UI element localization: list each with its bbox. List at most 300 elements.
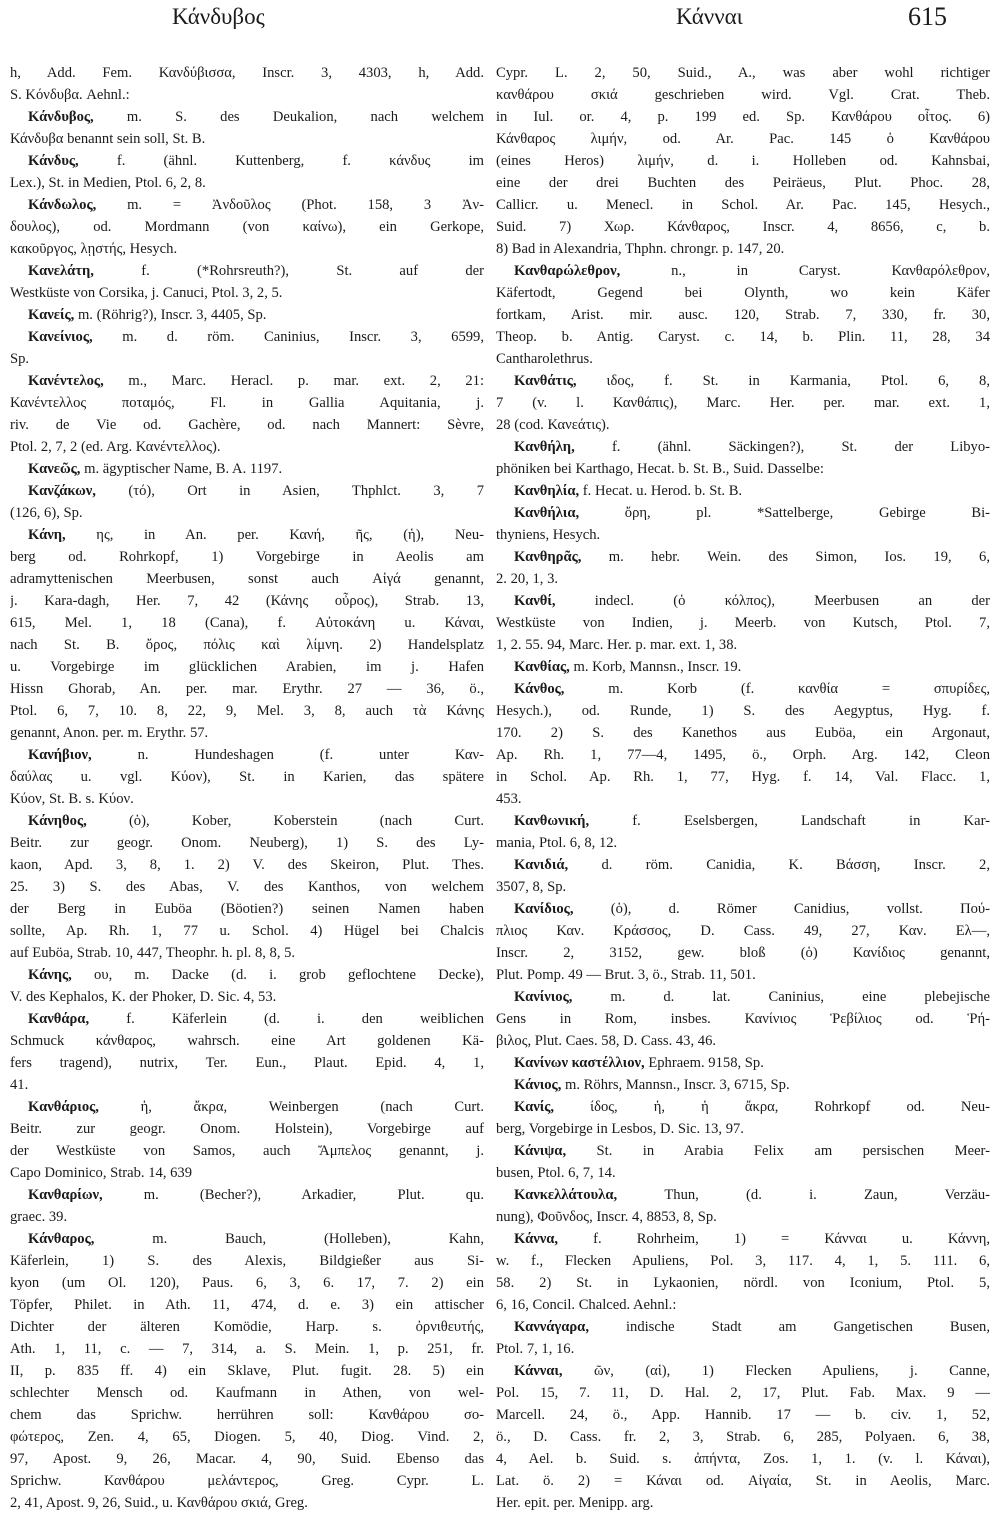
entry-text: ίδος, ἡ, ἡ ἄκρα, Rohrkopf od. Neu- <box>554 1099 990 1115</box>
right-column <box>496 62 990 1514</box>
entry-text: (ὁ), d. Römer Canidius, vollst. Πού- <box>573 901 990 917</box>
text-line <box>10 568 484 590</box>
text-line <box>10 700 484 722</box>
entry-text: Ephraem. 9158, Sp. <box>644 1055 764 1071</box>
entry-start-line <box>496 546 990 568</box>
entry-start-line <box>10 458 484 480</box>
text-line <box>496 634 990 656</box>
entry-text: m. Korb, Mannsn., Inscr. 19. <box>569 659 742 675</box>
text-line <box>496 1448 990 1470</box>
entry-text: kaon, Apd. 3, 8, 1. 2) V. des Skeiron, Plut. Thes. <box>10 857 484 873</box>
entry-text: Sprichw. Κανθάρου μελάντερος, Greg. Cypr. L. <box>10 1473 484 1489</box>
entry-text: f. Rohrheim, 1) = Κάνναι u. Κάννη, <box>558 1231 990 1247</box>
text-line <box>496 1294 990 1316</box>
entry-text: schlechter Mensch od. Kaufmann in Athen, von wel- <box>10 1385 484 1401</box>
text-line <box>496 832 990 854</box>
entry-text: m. (Röhrig?), Inscr. 3, 4405, Sp. <box>74 307 267 323</box>
left-column <box>10 62 484 1514</box>
entry-text: m. hebr. Wein. des Simon, Ios. 19, 6, <box>581 549 990 565</box>
headword: Κανθαρώλεθρον, <box>514 263 621 279</box>
running-head-left: Κάνδυβος <box>172 4 265 29</box>
headword: Κανθηρᾶς, <box>514 549 582 565</box>
headword: Κανείς, <box>28 307 75 323</box>
text-line <box>10 766 484 788</box>
text-line <box>10 216 484 238</box>
entry-text: f. Hecat. u. Herod. b. St. B. <box>579 483 743 499</box>
text-line <box>496 150 990 172</box>
entry-text: 453. <box>496 791 522 807</box>
text-line <box>10 1338 484 1360</box>
entry-text: Ptol. 7, 1, 16. <box>496 1341 575 1357</box>
entry-text: Hesych.), od. Runde, 1) S. des Aegyptus, Hyg. f. <box>496 703 990 719</box>
headword: Κάννα, <box>514 1231 559 1247</box>
entry-text: Sp. <box>10 351 30 367</box>
headword: Κανθαρίων, <box>28 1187 103 1203</box>
text-line <box>10 1030 484 1052</box>
entry-start-line <box>496 1074 990 1096</box>
text-line <box>10 1250 484 1272</box>
text-line <box>496 1338 990 1360</box>
entry-start-line <box>496 986 990 1008</box>
text-line <box>496 62 990 84</box>
text-line <box>496 1272 990 1294</box>
entry-start-line <box>496 1228 990 1250</box>
entry-text: f. Eselsbergen, Landschaft in Kar- <box>589 813 990 829</box>
entry-start-line <box>496 502 990 524</box>
headword: Κάνδυς, <box>28 153 79 169</box>
text-line <box>496 744 990 766</box>
entry-text: m. = Ἀνδοῦλος (Phot. 158, 3 Ἀν- <box>96 197 484 213</box>
text-line <box>10 634 484 656</box>
entry-text: m. Bauch, (Holleben), Kahn, <box>94 1231 484 1247</box>
text-line <box>10 1162 484 1184</box>
headword: Κάνδωλος, <box>28 197 97 213</box>
entry-text: fers tragend), nutrix, Ter. Eun., Plaut. Epid. 4, 1, <box>10 1055 484 1071</box>
entry-text: Westküste von Corsika, j. Canuci, Ptol. 3, 2, 5. <box>10 285 283 301</box>
entry-text: 1, 2. 55. 94, Marc. Her. p. mar. ext. 1, 38. <box>496 637 738 653</box>
text-line <box>496 304 990 326</box>
entry-start-line <box>10 964 484 986</box>
entry-text: m. d. röm. Caninius, Inscr. 3, 6599, <box>92 329 484 345</box>
headword: Κάνιος, <box>514 1077 562 1093</box>
headword: Κανθάριος, <box>28 1099 99 1115</box>
entry-text: 97, Apost. 9, 26, Macar. 4, 90, Suid. Ebenso das <box>10 1451 484 1467</box>
entry-text: δουλος), od. Mordmann (von καίνω), ein Gerkope, <box>10 219 484 235</box>
entry-text: Beitr. zur geogr. Onom. Holstein), Vorgebirge auf <box>10 1121 484 1137</box>
entry-text: Inscr. 2, 3152, gew. bloß (ὁ) Κανίδιος genannt, <box>496 945 990 961</box>
entry-text: Capo Dominico, Strab. 14, 639 <box>10 1165 193 1181</box>
entry-text: Töpfer, Philet. in Ath. 11, 474, d. e. 3) ein attischer <box>10 1297 484 1313</box>
text-line <box>496 216 990 238</box>
entry-text: m. d. lat. Caninius, eine plebejische <box>572 989 990 1005</box>
entry-text: m. ägyptischer Name, B. A. 1197. <box>80 461 283 477</box>
headword: Κανθωνική, <box>514 813 590 829</box>
entry-text: 170. 2) S. des Kanethos aus Euböa, ein Argonaut, <box>496 725 990 741</box>
entry-start-line <box>496 1096 990 1118</box>
text-line <box>496 128 990 150</box>
text-line <box>496 964 990 986</box>
entry-text: in Schol. Ap. Rh. 1, 77, Hyg. f. 14, Val. Flacc. 1, <box>496 769 990 785</box>
text-line <box>496 788 990 810</box>
entry-text: kyon (um Ol. 120), Paus. 6, 3, 6. 17, 7. 2) ein <box>10 1275 484 1291</box>
text-line <box>496 612 990 634</box>
text-line <box>496 722 990 744</box>
entry-text: δαύλας u. vgl. Κύον), St. in Karien, das spätere <box>10 769 484 785</box>
entry-text: f. Käferlein (d. i. den weiblichen <box>89 1011 484 1027</box>
entry-start-line <box>10 744 484 766</box>
text-line <box>10 942 484 964</box>
text-line <box>496 326 990 348</box>
text-line <box>10 1448 484 1470</box>
entry-text: in Iul. or. 4, p. 199 ed. Sp. Κανθάρου οἶτος. 6) <box>496 109 990 125</box>
entry-start-line <box>496 854 990 876</box>
text-line <box>496 1118 990 1140</box>
text-line <box>10 1360 484 1382</box>
entry-text: Κύον, St. B. s. Κύον. <box>10 791 134 807</box>
text-line <box>10 1052 484 1074</box>
entry-text: sollte, Ap. Rh. 1, 77 u. Schol. 4) Hügel bei Chalcis <box>10 923 484 939</box>
text-line <box>496 106 990 128</box>
entry-text: d. röm. Canidia, K. Βάσση, Inscr. 2, <box>568 857 990 873</box>
entry-start-line <box>10 370 484 392</box>
text-line <box>10 612 484 634</box>
text-line <box>10 1426 484 1448</box>
headword: Κανεῶς, <box>28 461 81 477</box>
entry-text: m. Korb (f. κανθία = σπυρίδες, <box>564 681 990 697</box>
entry-text: Cypr. L. 2, 50, Suid., A., was aber wohl richtiger <box>496 65 990 81</box>
entry-text: riv. de Vie od. Gachère, od. nach Mannert: Sèvre, <box>10 417 484 433</box>
text-line <box>10 854 484 876</box>
entry-text: St. in Arabia Felix am persischen Meer- <box>566 1143 990 1159</box>
entry-text: Theop. b. Antig. Caryst. c. 14, b. Plin. 11, 28, 34 <box>496 329 990 345</box>
entry-text: ου, m. Dacke (d. i. grob geflochtene Decke), <box>71 967 484 983</box>
text-line <box>496 1206 990 1228</box>
entry-text: m. S. des Deukalion, nach welchem <box>93 109 484 125</box>
entry-text: II, p. 835 ff. 4) ein Sklave, Plut. fugit. 28. 5) ein <box>10 1363 484 1379</box>
headword: Κάνης, <box>28 967 72 983</box>
headword: Κανίδιος, <box>514 901 574 917</box>
text-line <box>10 898 484 920</box>
text-line <box>496 942 990 964</box>
entry-text: Lex.), St. in Medien, Ptol. 6, 2, 8. <box>10 175 206 191</box>
text-line <box>496 194 990 216</box>
headword: Κάνναι, <box>514 1363 563 1379</box>
headword: Κάνηθος, <box>28 813 87 829</box>
headword: Κανιδιά, <box>514 857 569 873</box>
entry-text: h, Add. Fem. Κανδύβισσα, Inscr. 3, 4303, h, Add. <box>10 65 484 81</box>
text-line <box>496 920 990 942</box>
text-line <box>496 1250 990 1272</box>
text-line <box>496 1008 990 1030</box>
text-line <box>496 568 990 590</box>
entry-text: n. Hundeshagen (f. unter Καν- <box>91 747 484 763</box>
text-line <box>496 282 990 304</box>
entry-text: Κανέντελλος ποταμός, Fl. in Gallia Aquitania, j. <box>10 395 484 411</box>
entry-start-line <box>496 678 990 700</box>
entry-start-line <box>496 1052 990 1074</box>
entry-text: chem das Sprichw. herrühren soll: Κανθάρου σο- <box>10 1407 484 1423</box>
entry-text: m. Röhrs, Mannsn., Inscr. 3, 6715, Sp. <box>561 1077 790 1093</box>
text-line <box>10 84 484 106</box>
entry-text: graec. 39. <box>10 1209 68 1225</box>
text-line <box>496 1162 990 1184</box>
entry-text: eine der drei Buchten des Peiräeus, Plut. Phoc. 28, <box>496 175 990 191</box>
entry-text: 8) Bad in Alexandria, Thphn. chrongr. p. 147, 20. <box>496 241 785 257</box>
entry-text: fortkam, Arist. mir. ausc. 120, Strab. 7, 330, fr. 30, <box>496 307 990 323</box>
headword: Κάνθος, <box>514 681 565 697</box>
text-line <box>10 876 484 898</box>
entry-text: 6, 16, Concil. Chalced. Aehnl.: <box>496 1297 677 1313</box>
headword: Κανείνιος, <box>28 329 93 345</box>
entry-start-line <box>496 260 990 282</box>
entry-text: Ap. Rh. 1, 77—4, 1495, ö., Orph. Arg. 142, Cleon <box>496 747 990 763</box>
entry-text: 58. 2) St. in Lykaonien, nördl. von Iconium, Ptol. 5, <box>496 1275 990 1291</box>
entry-text: Κάνδυβα benannt sein soll, St. B. <box>10 131 206 147</box>
text-line <box>10 1470 484 1492</box>
headword: Κανίς, <box>514 1099 555 1115</box>
text-line <box>10 1294 484 1316</box>
headword: Κανθάτις, <box>514 373 577 389</box>
text-line <box>10 62 484 84</box>
entry-text: (126, 6), Sp. <box>10 505 83 521</box>
entry-text: busen, Ptol. 6, 7, 14. <box>496 1165 616 1181</box>
headword: Κανθάρα, <box>28 1011 90 1027</box>
entry-text: Käferlein, 1) S. des Alexis, Bildgießer aus Si- <box>10 1253 484 1269</box>
text-line <box>496 1404 990 1426</box>
entry-text: Cantharolethrus. <box>496 351 593 367</box>
entry-text: (τό), Ort in Asien, Thphlct. 3, 7 <box>95 483 484 499</box>
text-line <box>10 656 484 678</box>
text-line <box>10 1074 484 1096</box>
headword: Κανθήλη, <box>514 439 575 455</box>
entry-text: f. (ähnl. Säckingen?), St. der Libyo- <box>574 439 990 455</box>
entry-start-line <box>10 304 484 326</box>
entry-start-line <box>496 480 990 502</box>
entry-text: (ὁ), Kober, Koberstein (nach Curt. <box>86 813 484 829</box>
entry-start-line <box>10 524 484 546</box>
entry-start-line <box>496 590 990 612</box>
entry-start-line <box>496 1316 990 1338</box>
entry-text: indische Stadt am Gangetischen Busen, <box>588 1319 990 1335</box>
text-line <box>10 546 484 568</box>
entry-text: indecl. (ὁ κόλπος), Meerbusen an der <box>555 593 990 609</box>
entry-start-line <box>10 1184 484 1206</box>
entry-text: m. (Becher?), Arkadier, Plut. qu. <box>102 1187 484 1203</box>
entry-text: ης, in An. per. Κανή, ῆς, (ἡ), Neu- <box>65 527 484 543</box>
entry-text: mania, Ptol. 6, 8, 12. <box>496 835 618 851</box>
entry-start-line <box>10 480 484 502</box>
headword: Κανθίας, <box>514 659 570 675</box>
entry-text: S. Κόνδυβα. Aehnl.: <box>10 87 130 103</box>
entry-text: Κάνθαρος λιμήν, od. Ar. Pac. 145 ὁ Κανθάρου <box>496 131 990 147</box>
entry-text: 4, Ael. b. Suid. s. ἀπήντα, Zos. 1, 1. (v. l. Κάναι), <box>496 1451 990 1467</box>
headword: Κανζάκων, <box>28 483 96 499</box>
entry-start-line <box>496 1140 990 1162</box>
entry-text: 3507, 8, Sp. <box>496 879 567 895</box>
entry-start-line <box>10 150 484 172</box>
entry-text: Suid. 7) Χωρ. Κάνθαρος, Inscr. 4, 8656, c, b. <box>496 219 990 235</box>
entry-text: n., in Caryst. Κανθαρόλεθρον, <box>620 263 990 279</box>
entry-text: Plut. Pomp. 49 — Brut. 3, ö., Strab. 11, 501. <box>496 967 756 983</box>
text-line <box>10 1206 484 1228</box>
text-line <box>496 1492 990 1514</box>
entry-text: ö., D. Cass. fr. 2, 3, Strab. 6, 285, Polyaen. 6, 38, <box>496 1429 990 1445</box>
entry-text: Lat. ö. 2) = Κάναι od. Αἰγαία, St. in Aeolis, Marc. <box>496 1473 990 1489</box>
entry-text: Marcell. 24, ö., App. Hannib. 17 — b. civ. 1, 52, <box>496 1407 990 1423</box>
headword: Κανήβιον, <box>28 747 92 763</box>
text-line <box>496 766 990 788</box>
text-line <box>496 172 990 194</box>
text-line <box>10 436 484 458</box>
text-line <box>10 128 484 150</box>
entry-start-line <box>496 1184 990 1206</box>
entry-text: ῶν, (αἱ), 1) Flecken Apuliens, j. Canne, <box>562 1363 990 1379</box>
text-line <box>496 84 990 106</box>
entry-text: thyniens, Hesych. <box>496 527 601 543</box>
entry-start-line <box>10 326 484 348</box>
entry-text: ἡ, ἄκρα, Weinbergen (nach Curt. <box>98 1099 484 1115</box>
text-line <box>10 788 484 810</box>
entry-text: nung), Φοῦνδος, Inscr. 4, 8853, 8, Sp. <box>496 1209 717 1225</box>
entry-start-line <box>496 436 990 458</box>
text-line <box>10 1272 484 1294</box>
entry-text: κανθάρου σκιά geschrieben wird. Vgl. Crat. Theb. <box>496 87 990 103</box>
entry-text: 28 (cod. Κανεάτις). <box>496 417 610 433</box>
entry-text: Ath. 1, 11, c. — 7, 314, a. S. Mein. 1, p. 251, fr. <box>10 1341 484 1357</box>
text-line <box>10 282 484 304</box>
entry-text: j. Kara-dagh, Her. 7, 42 (Κάνης οὖρος), Strab. 13, <box>10 593 484 609</box>
text-line <box>10 1492 484 1514</box>
entry-start-line <box>496 898 990 920</box>
text-line <box>10 590 484 612</box>
entry-start-line <box>496 1360 990 1382</box>
text-line <box>496 876 990 898</box>
text-line <box>10 986 484 1008</box>
text-line <box>10 920 484 942</box>
entry-text: u. Vorgebirge im glücklichen Arabien, im j. Hafen <box>10 659 484 675</box>
entry-text: Pol. 15, 7. 11, D. Hal. 2, 17, Plut. Fab. Max. 9 — <box>496 1385 990 1401</box>
headword: Κανίνιος, <box>514 989 573 1005</box>
entry-start-line <box>10 810 484 832</box>
entry-text: Schmuck κάνθαρος, wahrsch. eine Art goldenen Kä- <box>10 1033 484 1049</box>
entry-text: Ptol. 2, 7, 2 (ed. Arg. Κανέντελλος). <box>10 439 221 455</box>
entry-text: 25. 3) S. des Abas, V. des Kanthos, von welchem <box>10 879 484 895</box>
text-line <box>10 392 484 414</box>
headword: Κανκελλάτουλα, <box>514 1187 618 1203</box>
text-line <box>496 1030 990 1052</box>
text-line <box>496 458 990 480</box>
text-line <box>10 1118 484 1140</box>
entry-text: Gens in Rom, insbes. Κανίνιος Ῥεβίλιος od. Ῥή- <box>496 1011 990 1027</box>
entry-text: ὄρη, pl. *Sattelberge, Gebirge Bi- <box>579 505 990 521</box>
text-line <box>10 1316 484 1338</box>
entry-text: βιλος, Plut. Caes. 58, D. Cass. 43, 46. <box>496 1033 717 1049</box>
text-line <box>496 392 990 414</box>
headword: Καννάγαρα, <box>514 1319 589 1335</box>
text-line <box>10 238 484 260</box>
entry-text: auf Euböa, Strab. 10, 447, Theophr. h. pl. 8, 8, 5. <box>10 945 296 961</box>
entry-text: der Berg in Euböa (Böotien?) seinen Namen haben <box>10 901 484 917</box>
entry-text: (eines Heros) λιμήν, d. i. Holleben od. Kahnsbai, <box>496 153 990 169</box>
entry-text: ιδος, f. St. in Karmania, Ptol. 6, 8, <box>576 373 990 389</box>
text-line <box>496 524 990 546</box>
entry-text: Dichter der älteren Komödie, Harp. s. ὀρνιθευτής, <box>10 1319 484 1335</box>
entry-text: φώτερος, Zen. 4, 65, Diogen. 5, 40, Diog. Vind. 2, <box>10 1429 484 1445</box>
entry-text: adramyttenischen Meerbusen, sonst auch Αἰγά genannt, <box>10 571 484 587</box>
entry-text: Hissn Ghorab, An. per. mar. Erythr. 27 — 36, ö., <box>10 681 484 697</box>
headword: Κανίνων καστέλλιον, <box>514 1055 645 1071</box>
headword: Κανέντελος, <box>28 373 104 389</box>
text-line <box>10 172 484 194</box>
entry-start-line <box>10 106 484 128</box>
text-line <box>496 238 990 260</box>
entry-text: Westküste von Indien, j. Meerb. von Kutsch, Ptol. 7, <box>496 615 990 631</box>
text-line <box>496 700 990 722</box>
text-line <box>496 348 990 370</box>
entry-text: 2. 20, 1, 3. <box>496 571 559 587</box>
text-line <box>10 502 484 524</box>
entry-text: πλιος Καν. Κράσσος, D. Cass. 49, 27, Καν. Ελ—, <box>496 923 990 939</box>
text-line <box>496 1470 990 1492</box>
text-line <box>496 1426 990 1448</box>
text-line <box>496 414 990 436</box>
entry-text: 2, 41, Apost. 9, 26, Suid., u. Κανθάρου σκιά, Greg. <box>10 1495 308 1511</box>
headword: Κανθί, <box>514 593 556 609</box>
page-number: 615 <box>908 2 947 31</box>
text-line <box>10 414 484 436</box>
entry-text: genannt, Anon. per. m. Erythr. 57. <box>10 725 209 741</box>
text-line <box>10 1140 484 1162</box>
entry-text: f. (*Rohrsreuth?), St. auf der <box>93 263 484 279</box>
entry-start-line <box>10 194 484 216</box>
entry-text: Ptol. 6, 7, 10. 8, 22, 9, Mel. 3, 8, auch τὰ Κάνης <box>10 703 484 719</box>
entry-text: berg od. Rohrkopf, 1) Vorgebirge in Aeolis am <box>10 549 484 565</box>
running-head-right: Κάνναι <box>676 4 743 29</box>
text-line <box>10 348 484 370</box>
headword: Κανθήλια, <box>514 505 580 521</box>
entry-text: 7 (v. l. Κανθάπις), Marc. Her. per. mar. ext. 1, <box>496 395 990 411</box>
entry-start-line <box>10 1096 484 1118</box>
entry-text: nach St. B. ὄρος, πόλις καὶ λίμνη. 2) Handelsplatz <box>10 637 484 653</box>
headword: Κάνδυβος, <box>28 109 94 125</box>
entry-start-line <box>10 1008 484 1030</box>
text-line <box>10 1404 484 1426</box>
entry-start-line <box>496 810 990 832</box>
entry-text: phöniken bei Karthago, Hecat. b. St. B., Suid. Dasselbe: <box>496 461 824 477</box>
headword: Κάνη, <box>28 527 66 543</box>
entry-start-line <box>496 370 990 392</box>
text-line <box>10 722 484 744</box>
text-line <box>10 1382 484 1404</box>
entry-text: 41. <box>10 1077 29 1093</box>
text-line <box>496 1382 990 1404</box>
headword: Κανθηλία, <box>514 483 580 499</box>
entry-start-line <box>10 1228 484 1250</box>
entry-text: 615, Mel. 1, 18 (Cana), f. Αὐτοκάνη u. Κάναι, <box>10 615 484 631</box>
entry-text: Beitr. zur geogr. Onom. Neuberg), 1) S. des Ly- <box>10 835 484 851</box>
entry-start-line <box>496 656 990 678</box>
text-line <box>10 678 484 700</box>
text-line <box>10 832 484 854</box>
entry-text: Käfertodt, Gegend bei Olynth, wo kein Käfer <box>496 285 990 301</box>
entry-text: m., Marc. Heracl. p. mar. ext. 2, 21: <box>103 373 484 389</box>
entry-text: f. (ähnl. Kuttenberg, f. κάνδυς im <box>78 153 484 169</box>
entry-text: der Westküste von Samos, auch Ἄμπελος genannt, j. <box>10 1143 484 1159</box>
headword: Κάνθαρος, <box>28 1231 95 1247</box>
entry-text: V. des Kephalos, K. der Phoker, D. Sic. 4, 53. <box>10 989 277 1005</box>
entry-text: Thun, (d. i. Zaun, Verzäu- <box>617 1187 990 1203</box>
headword: Κανελάτη, <box>28 263 94 279</box>
